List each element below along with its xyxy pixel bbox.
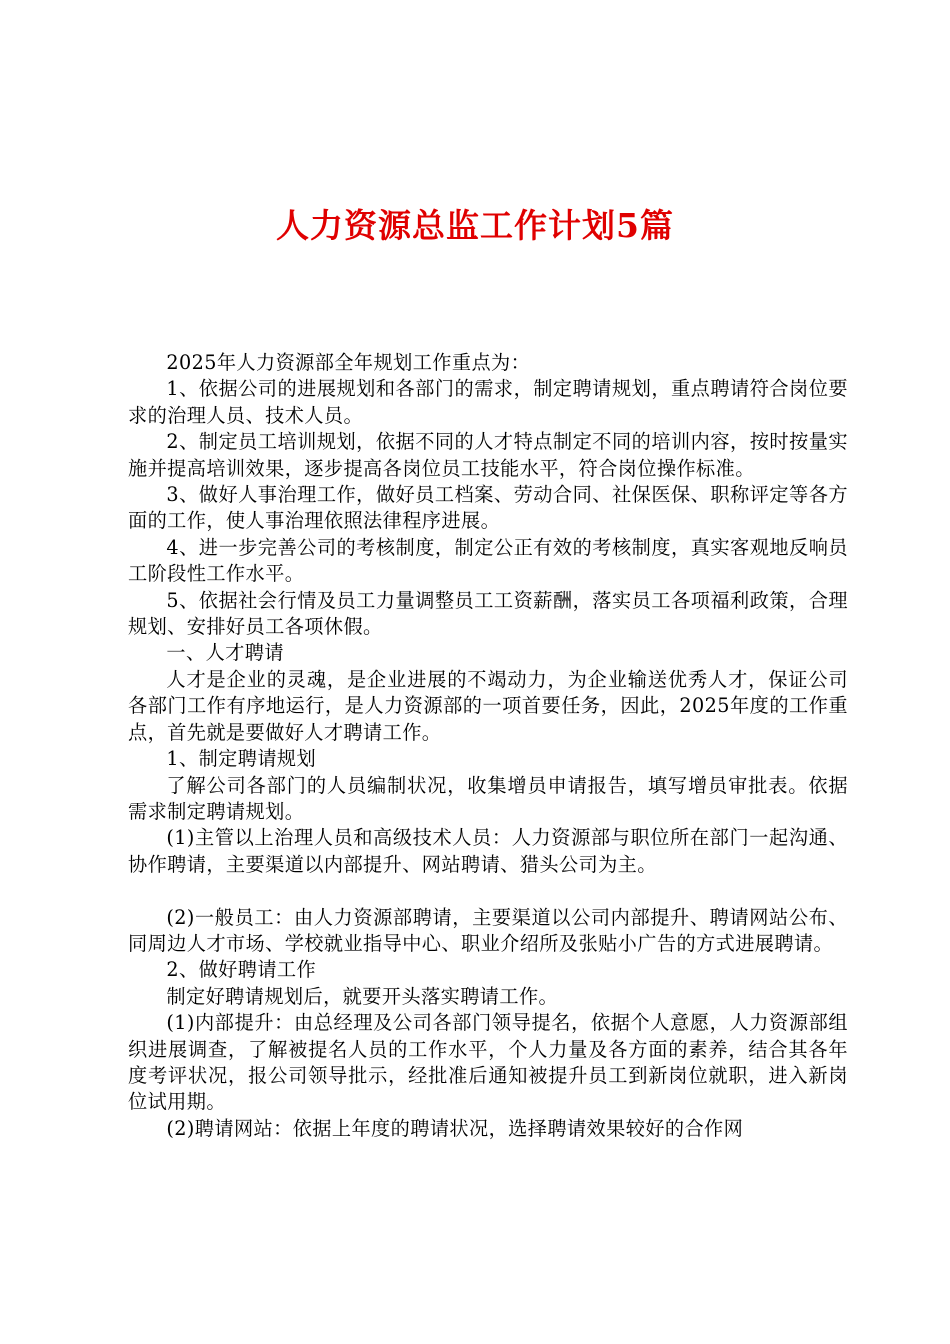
paragraph-plan-details: 了解公司各部门的人员编制状况，收集增员申请报告，填写增员审批表。依据需求制定聘请规划。 <box>128 773 848 823</box>
paragraph-item-4: 4、进一步完善公司的考核制度，制定公正有效的考核制度，真实客观地反响员工阶段性工作水平。 <box>128 535 848 586</box>
section-heading-talent-recruitment: 一、人才聘请 <box>166 641 284 665</box>
document-title: 人力资源总监工作计划5篇 <box>276 206 674 245</box>
paragraph-recruitment-websites: (2)聘请网站：依据上年度的聘请状况，选择聘请效果较好的合作网 <box>166 1116 744 1140</box>
paragraph-general-staff: (2)一般员工：由人力资源部聘请，主要渠道以公司内部提升、聘请网站公布、同周边人才市场、学校就业指导中心、职业介绍所及张贴小广告的方式进展聘请。 <box>128 905 848 955</box>
paragraph-item-3: 3、做好人事治理工作，做好员工档案、劳动合同、社保医保、职称评定等各方面的工作，使人事治理依照法律程序进展。 <box>128 483 848 533</box>
document-body <box>128 350 848 1142</box>
paragraph-item-2: 2、制定员工培训规划，依据不同的人才特点制定不同的培训内容，按时按量实施并提高培训效果，逐步提高各岗位员工技能水平，符合岗位操作标准。 <box>128 430 848 480</box>
blank-line <box>128 878 848 904</box>
paragraph-implementation: 制定好聘请规划后，就要开头落实聘请工作。 <box>166 984 559 1008</box>
paragraph-intro: 2025年人力资源部全年规划工作重点为： <box>166 351 531 374</box>
paragraph-talent-importance: 人才是企业的灵魂，是企业进展的不竭动力，为企业输送优秀人才，保证公司各部门工作有序地运行，是人力资源部的一项首要任务，因此，2025年度的工作重点，首先就是要做好人才聘请工作。 <box>128 667 848 744</box>
paragraph-item-1: 1、依据公司的进展规划和各部门的需求，制定聘请规划，重点聘请符合岗位要求的治理人员、技术人员。 <box>128 377 848 427</box>
paragraph-managers: (1)主管以上治理人员和高级技术人员：人力资源部与职位所在部门一起沟通、协作聘请，主要渠道以内部提升、网站聘请、猎头公司为主。 <box>128 826 848 876</box>
subheading-recruitment-plan: 1、制定聘请规划 <box>166 747 317 771</box>
subheading-recruitment-work: 2、做好聘请工作 <box>166 958 317 982</box>
paragraph-internal-promotion: (1)内部提升：由总经理及公司各部门领导提名，依据个人意愿，人力资源部组织进展调查，了解被提名人员的工作水平，个人力量及各方面的素养，结合其各年度考评状况，报公司领导批示，经批准后通知被提升员工到新岗位就职，进入新岗位试用期。 <box>128 1011 848 1114</box>
paragraph-item-5: 5、依据社会行情及员工力量调整员工工资薪酬，落实员工各项福利政策，合理规划、安排好员工各项休假。 <box>128 588 848 639</box>
